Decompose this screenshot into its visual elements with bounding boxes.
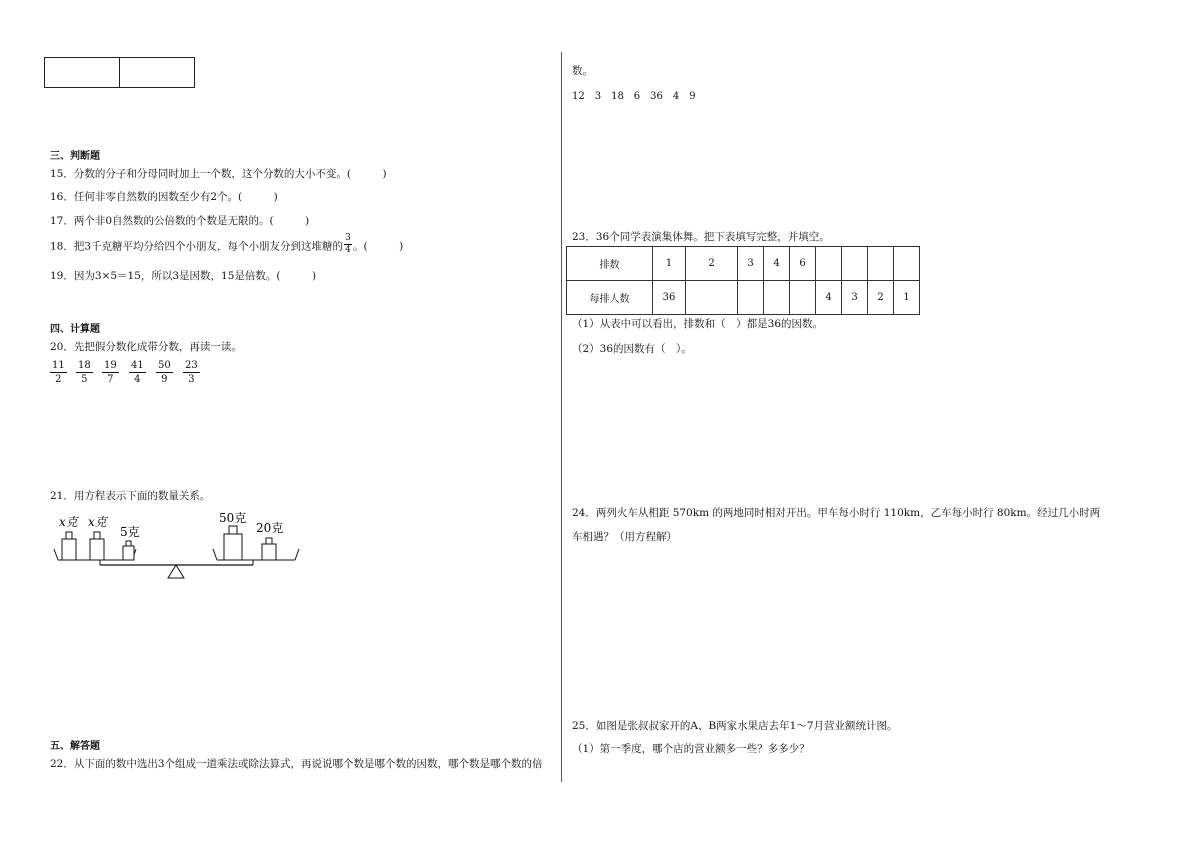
fraction-item [76,360,93,385]
question-22-continued: 数。 [572,65,593,77]
table-cell: 36 [653,281,686,315]
fraction-denominator: 7 [107,374,114,385]
weight-handle [266,538,272,544]
right-pan-edge [295,549,299,560]
fraction-item [183,360,200,385]
weight-label: 20克 [256,521,284,535]
table-cell [686,281,738,315]
fraction-numerator: 11 [52,360,65,371]
table-cell: 3 [738,247,764,281]
table-cell: 4 [764,247,790,281]
fraction-numerator: 41 [131,360,144,371]
weight-block [90,539,104,560]
fraction-numerator: 23 [185,360,198,371]
fraction-denominator: 2 [55,374,62,385]
table-cell: 2 [686,247,738,281]
question-18-text: 18．把3千克糖平均分给四个小朋友，每个小朋友分到这堆糖的 [50,240,344,253]
column-divider [561,52,562,782]
score-box-cell-1 [45,58,120,87]
fraction-numerator: 3 [345,233,351,243]
weight-block [123,546,134,560]
question-23-part-2: （2）36的因数有（ ）。 [572,343,692,355]
fraction-item [156,360,173,385]
table-cell [868,247,894,281]
section-3-heading: 三、判断题 [50,151,100,162]
question-22: 22．从下面的数中选出3个组成一道乘法或除法算式，再说说哪个数是哪个数的因数，哪个数是哪个数的倍 [50,758,543,770]
question-19: 19．因为3×5＝15，所以3是因数，15是倍数。( ) [50,270,317,282]
weight-handle [229,526,237,534]
section-4-heading: 四、计算题 [50,324,100,335]
fraction-numerator: 19 [104,360,117,371]
table-row-label: 排数 [567,247,653,281]
fraction-denominator: 5 [81,374,88,385]
fraction-denominator: 9 [161,374,168,385]
table-cell [790,281,816,315]
weight-label: 50克 [219,511,247,525]
question-23: 23．36个同学表演集体舞。把下表填写完整，并填空。 [572,231,830,243]
weight-label: 5克 [120,525,140,539]
table-cell: 2 [868,281,894,315]
question-20: 20．先把假分数化成带分数，再读一读。 [50,341,242,353]
fraction-item [50,360,67,385]
table-cell [738,281,764,315]
question-21: 21．用方程表示下面的数量关系。 [50,490,211,502]
question-18-fraction [344,234,352,255]
balance-scale-figure [48,508,308,583]
question-18-tail: 。( ) [353,240,404,253]
question-22-number-list: 12 3 18 6 36 4 9 [572,91,696,102]
weight-block [224,534,242,560]
weight-label: x克 [88,515,107,529]
weight-block [62,539,76,560]
table-cell: 1 [894,281,920,315]
question-25-part-1: （1）第一季度，哪个店的营业额多一些？多多少？ [572,743,810,755]
weight-handle [66,532,72,539]
score-box [44,57,195,88]
question-23-part-1: （1）从表中可以看出，排数和（ ）都是36的因数。 [572,318,824,330]
fraction-denominator: 3 [188,374,195,385]
table-cell: 1 [653,247,686,281]
table-cell [816,247,842,281]
table-cell: 3 [842,281,868,315]
question-16: 16．任何非零自然数的因数至少有2个。( ) [50,191,278,203]
fraction-item [102,360,119,385]
right-pan-edge [213,549,217,560]
table-cell [764,281,790,315]
question-25: 25．如图是张叔叔家开的A、B两家水果店去年1～7月营业额统计图。 [572,720,898,732]
fulcrum-triangle [168,565,184,578]
fraction-numerator: 18 [78,360,91,371]
rows-table [566,246,920,315]
question-24-line-2: 车相遇？（用方程解） [572,531,677,543]
fraction-numerator: 50 [158,360,171,371]
section-5-heading: 五、解答题 [50,741,100,752]
table-cell [842,247,868,281]
question-18 [50,233,404,257]
table-row [567,281,920,315]
question-17: 17．两个非0自然数的公倍数的个数是无限的。( ) [50,215,310,227]
fraction-item [129,360,146,385]
weight-label: x克 [59,515,78,529]
weight-block [262,544,276,560]
table-row-label: 每排人数 [567,281,653,315]
weight-handle [94,532,100,539]
table-cell: 6 [790,247,816,281]
fraction-denominator: 4 [345,245,351,255]
question-15: 15．分数的分子和分母同时加上一个数，这个分数的大小不变。( ) [50,168,387,180]
table-cell [894,247,920,281]
left-pan-edge [54,549,58,560]
fraction-denominator: 4 [134,374,141,385]
weight-handle [126,541,131,546]
question-24-line-1: 24．两列火车从相距 570km 的两地同时相对开出。甲车每小时行 110km，乙车每小时行 80km。经过几小时两 [572,507,1101,519]
table-row [567,247,920,281]
table-cell: 4 [816,281,842,315]
score-box-cell-2 [120,58,194,87]
